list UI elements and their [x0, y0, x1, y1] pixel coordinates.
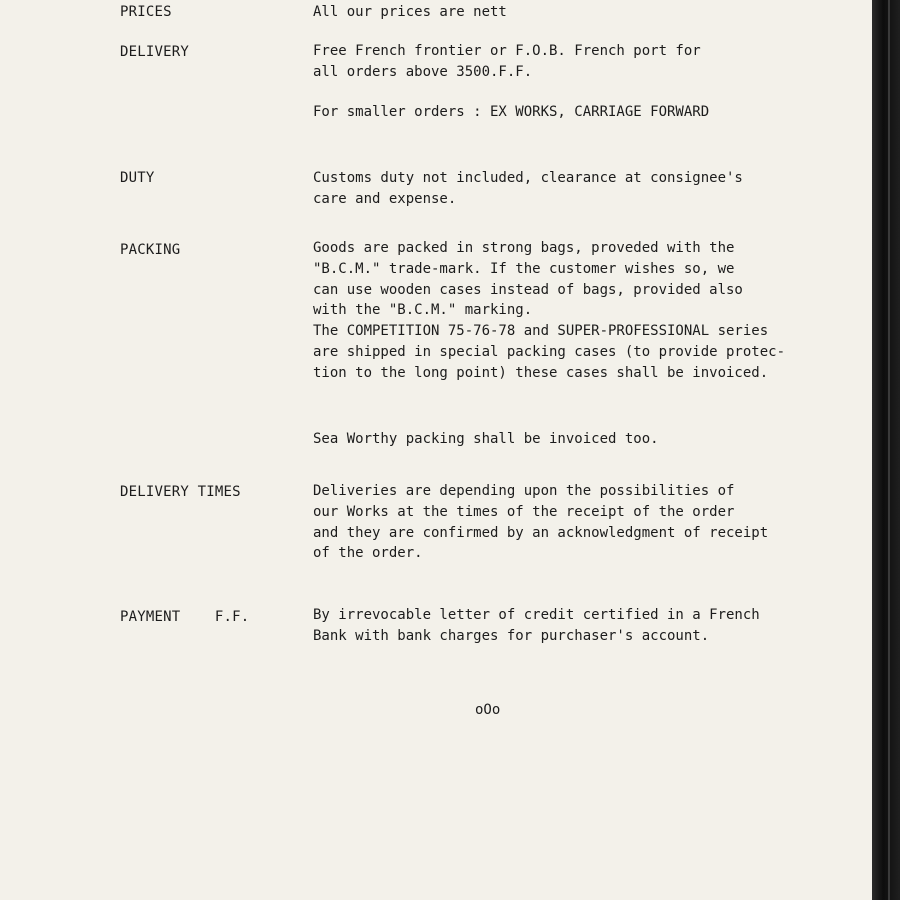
delivery-times-text: Deliveries are depending upon the possibilities of our Works at the times of the receipt of the order and they are confirmed by an acknowledgment of receipt of the order. [313, 483, 769, 562]
delivery-smaller-orders: For smaller orders : EX WORKS, CARRIAGE FORWARD [313, 104, 710, 120]
packing-sea-worthy: Sea Worthy packing shall be invoiced too. [313, 431, 659, 447]
delivery-label: DELIVERY [120, 44, 190, 60]
payment-text: By irrevocable letter of credit certified in a French Bank with bank charges for purchaser's account. [313, 607, 760, 644]
prices-text: All our prices are nett [313, 4, 507, 20]
binder-edge-line [888, 0, 890, 900]
prices-label: PRICES [120, 4, 172, 20]
payment-label: PAYMENT F.F. [120, 609, 250, 625]
delivery-times-label: DELIVERY TIMES [120, 484, 241, 500]
duty-text: Customs duty not included, clearance at consignee's care and expense. [313, 170, 743, 207]
duty-label: DUTY [120, 170, 155, 186]
packing-label: PACKING [120, 242, 181, 258]
binder-edge [872, 0, 900, 900]
end-of-section-mark: oOo [475, 702, 501, 718]
delivery-text: Free French frontier or F.O.B. French port for all orders above 3500.F.F. [313, 43, 701, 80]
packing-text: Goods are packed in strong bags, proveded with the "B.C.M." trade-mark. If the customer wishes so, we can use wooden cases instead of bags, provided also with the "B.C.M." marking. The COMPETITION 75-76-78 and SUPER-PROFESSIONAL series are shipped in special packing cases (to provide protec- tion to the long point) these cases shall be invoiced. [313, 240, 786, 381]
